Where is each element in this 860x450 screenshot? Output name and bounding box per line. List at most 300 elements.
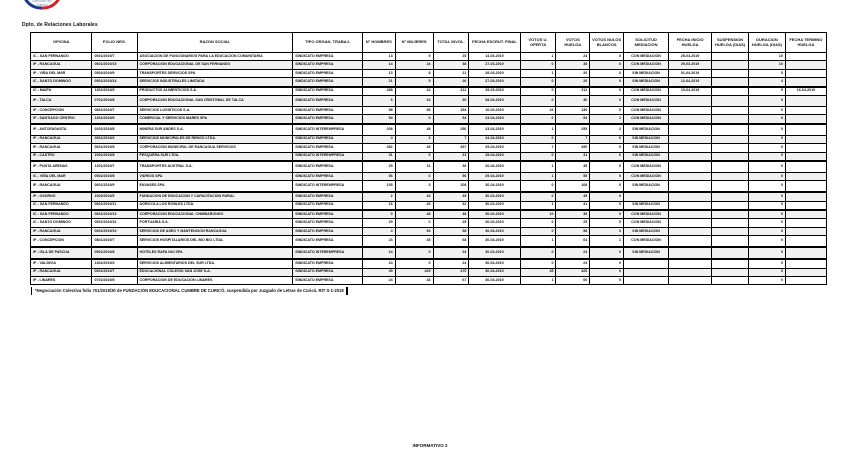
table-cell: 0 bbox=[520, 115, 556, 124]
table-cell: CON MEDIACION bbox=[624, 53, 669, 61]
table-cell: 3 bbox=[395, 135, 433, 143]
table-cell: SINDICATO EMPRESA bbox=[293, 161, 363, 173]
table-cell bbox=[669, 115, 712, 124]
table-cell: 470 bbox=[433, 268, 469, 276]
table-cell: 11 bbox=[395, 161, 433, 173]
table-cell: 0501/2019/16 bbox=[92, 219, 137, 227]
table-cell bbox=[669, 219, 712, 227]
table-row bbox=[31, 124, 827, 136]
table-cell: 1302/2019/3 bbox=[92, 87, 137, 96]
table-cell: TRANSPORTES AUSTRAL S.A. bbox=[137, 161, 293, 173]
table-cell: PORTUARIA S.A. bbox=[137, 219, 293, 227]
table-cell bbox=[785, 53, 826, 61]
table-cell: 7 bbox=[556, 135, 590, 143]
table-cell: ENVASES SPA bbox=[137, 181, 293, 193]
table-cell: 29-03-2019 bbox=[669, 61, 712, 69]
table-cell: 31 bbox=[433, 152, 469, 161]
table-cell: 43 bbox=[395, 277, 433, 285]
table-cell: 0 bbox=[749, 268, 786, 276]
table-cell: 0501/2019/14 bbox=[92, 78, 137, 87]
table-cell: 0 bbox=[749, 106, 786, 114]
table-cell: 25-04-2019 bbox=[469, 152, 520, 161]
table-cell bbox=[785, 69, 826, 77]
column-header: VOTOS U. OFERTA bbox=[520, 33, 556, 53]
table-cell: 0701/2019/8 bbox=[92, 95, 137, 106]
table-cell: IP - CONCEPCION bbox=[31, 236, 92, 248]
table-cell: 58 bbox=[433, 227, 469, 235]
table-cell: 1 bbox=[520, 236, 556, 248]
table-cell: 30-04-2019 bbox=[469, 236, 520, 248]
table-cell: 0 bbox=[749, 161, 786, 173]
table-cell: 31 bbox=[556, 152, 590, 161]
table-row bbox=[31, 106, 827, 114]
table-cell: 30-04-2019 bbox=[469, 192, 520, 201]
table-cell: ASOCIACIÓN DE FUNCIONARIOS PARA LA EDUCACION COMUNITARIA bbox=[137, 53, 293, 61]
table-cell bbox=[712, 259, 749, 268]
table-cell: SINDICATO EMPRESA bbox=[293, 144, 363, 152]
table-row bbox=[31, 192, 827, 201]
table-cell: 3 bbox=[395, 181, 433, 193]
table-cell: 0601/2019/11 bbox=[92, 201, 137, 210]
table-cell bbox=[712, 95, 749, 106]
table-cell: 0 bbox=[520, 227, 556, 235]
table-cell: 0 bbox=[590, 181, 624, 193]
table-cell: 30 bbox=[433, 95, 469, 106]
table-cell: MINERA SUR ANDES S.A. bbox=[137, 124, 293, 136]
table-cell bbox=[712, 106, 749, 114]
table-cell: SERVICIOS INDUSTRIALES LIMITADA bbox=[137, 78, 293, 87]
table-cell: 16-04-2019 bbox=[785, 87, 826, 96]
table-cell: 0 bbox=[520, 61, 556, 69]
table-cell: 154 bbox=[433, 106, 469, 114]
table-cell: 1 bbox=[520, 69, 556, 77]
table-cell: 0 bbox=[590, 247, 624, 259]
table-cell: SIN MEDIACION bbox=[624, 152, 669, 161]
table-cell: 10 bbox=[749, 53, 786, 61]
table-cell: 0 bbox=[749, 192, 786, 201]
table-cell: 35 bbox=[556, 161, 590, 173]
table-cell bbox=[669, 95, 712, 106]
table-cell: 30-04-2019 bbox=[469, 277, 520, 285]
table-cell: 25-04-2019 bbox=[469, 144, 520, 152]
page-footer: INFORMATIVO 2 bbox=[412, 443, 448, 448]
column-header: SUSPENSION HUELGA (DIAS) bbox=[712, 33, 749, 53]
table-cell bbox=[712, 87, 749, 96]
table-cell: 38 bbox=[556, 210, 590, 219]
table-cell: 0 bbox=[749, 172, 786, 180]
table-cell: 30-04-2019 bbox=[469, 201, 520, 210]
table-cell: TRANSPORTES SERVICIOS SPA bbox=[137, 69, 293, 77]
table-cell: 24 bbox=[395, 95, 433, 106]
table-cell: 58 bbox=[362, 106, 395, 114]
table-row bbox=[31, 53, 827, 61]
table-cell: 24 bbox=[556, 259, 590, 268]
table-cell: 24 bbox=[362, 247, 395, 259]
table-cell: 26 bbox=[433, 78, 469, 87]
table-cell: CORPORACION EDUCACIONAL DE SAN FERNANDO bbox=[137, 61, 293, 69]
table-cell: 1 bbox=[520, 277, 556, 285]
table-cell: 130 bbox=[556, 106, 590, 114]
table-cell: 1 bbox=[520, 201, 556, 210]
table-cell: 21 bbox=[362, 78, 395, 87]
column-header: VOTOS NULOS BLANCOS bbox=[590, 33, 624, 53]
table-cell bbox=[712, 236, 749, 248]
table-header-row bbox=[31, 33, 827, 53]
table-cell: SINDICATO EMPRESA bbox=[293, 115, 363, 124]
table-cell: 58 bbox=[556, 227, 590, 235]
column-header: FECHA INICIO HUELGA bbox=[669, 33, 712, 53]
table-cell: 0 bbox=[749, 144, 786, 152]
table-cell: 425 bbox=[395, 268, 433, 276]
table-row bbox=[31, 161, 827, 173]
table-cell: 5 bbox=[395, 78, 433, 87]
table-cell: 30 bbox=[556, 95, 590, 106]
column-header: SOLICITUD MEDIACION bbox=[624, 33, 669, 53]
table-cell: 1 bbox=[590, 115, 624, 124]
table-cell: 0 bbox=[590, 53, 624, 61]
table-cell: 0 bbox=[590, 144, 624, 152]
table-cell: IP - RANCAGUA bbox=[31, 135, 92, 143]
table-cell: 67 bbox=[433, 277, 469, 285]
table-cell: 0 bbox=[520, 152, 556, 161]
table-cell bbox=[785, 259, 826, 268]
table-cell bbox=[712, 192, 749, 201]
table-cell: 56 bbox=[362, 172, 395, 180]
table-cell: 54 bbox=[433, 115, 469, 124]
table-cell: 0 bbox=[749, 95, 786, 106]
table-cell: 30-04-2019 bbox=[469, 259, 520, 268]
table-cell bbox=[785, 227, 826, 235]
table-cell: 0 bbox=[749, 135, 786, 143]
table-row bbox=[31, 95, 827, 106]
table-cell bbox=[712, 152, 749, 161]
column-header: FECHA TERMINO HUELGA bbox=[785, 33, 826, 53]
table-cell: 45 bbox=[556, 192, 590, 201]
table-cell: 1 bbox=[590, 236, 624, 248]
table-row bbox=[31, 152, 827, 161]
table-cell: 25 bbox=[556, 219, 590, 227]
table-cell: 0 bbox=[749, 277, 786, 285]
table-cell: 0601/2019/13 bbox=[92, 210, 137, 219]
table-cell bbox=[785, 236, 826, 248]
table-cell: SINDICATO EMPRESA bbox=[293, 53, 363, 61]
table-cell: CON MEDIACION bbox=[624, 61, 669, 69]
table-cell: 24 bbox=[556, 247, 590, 259]
table-cell: IP - RANCAGUA bbox=[31, 144, 92, 152]
table-cell: 0 bbox=[749, 227, 786, 235]
table-cell: 23 bbox=[362, 236, 395, 248]
table-cell: 0 bbox=[590, 277, 624, 285]
table-cell: 28-03-2019 bbox=[469, 69, 520, 77]
table-cell: 10 bbox=[749, 61, 786, 69]
table-cell: 452 bbox=[362, 144, 395, 152]
table-cell bbox=[785, 210, 826, 219]
table-cell: 16 bbox=[362, 201, 395, 210]
table-cell: SERVICIOS ALIMENTARIOS DEL SUR LTDA. bbox=[137, 259, 293, 268]
table-cell: 45 bbox=[395, 236, 433, 248]
table-cell: IC - VIÑA DEL MAR bbox=[31, 172, 92, 180]
table-cell bbox=[785, 106, 826, 114]
table-cell: 7 bbox=[433, 135, 469, 143]
table-cell: EDUCACIONAL COLEGIO SAN JOSE S.A. bbox=[137, 268, 293, 276]
table-cell: 6 bbox=[362, 95, 395, 106]
table-cell: IC - MAIPU bbox=[31, 87, 92, 96]
table-cell: 42 bbox=[433, 201, 469, 210]
table-cell: 23-04-2019 bbox=[469, 115, 520, 124]
table-cell: SIN MEDIACION bbox=[624, 247, 669, 259]
table-row bbox=[31, 259, 827, 268]
column-header: N° HOMBRES bbox=[362, 33, 395, 53]
table-cell: 105 bbox=[362, 181, 395, 193]
table-cell bbox=[712, 181, 749, 193]
table-cell bbox=[624, 192, 669, 201]
table-cell: 68 bbox=[433, 236, 469, 248]
table-cell: SINDICATO EMPRESA bbox=[293, 87, 363, 96]
table-cell: 64 bbox=[556, 236, 590, 248]
table-cell: 1301/2019/6 bbox=[92, 115, 137, 124]
table-cell: 0 bbox=[749, 210, 786, 219]
table-cell: 24 bbox=[395, 87, 433, 96]
table-cell: 25 bbox=[433, 53, 469, 61]
table-cell: 1 bbox=[520, 172, 556, 180]
table-cell: SIN MEDIACION bbox=[624, 135, 669, 143]
table-cell: IP - VIÑA DEL MAR bbox=[31, 69, 92, 77]
table-cell: 0 bbox=[590, 210, 624, 219]
table-row bbox=[31, 219, 827, 227]
table-cell bbox=[669, 152, 712, 161]
table-cell: SINDICATO EMPRESA bbox=[293, 78, 363, 87]
table-cell: SERVICIOS HOSPITALARIOS DEL BIO BIO LTDA. bbox=[137, 236, 293, 248]
table-cell: 0 bbox=[590, 219, 624, 227]
table-cell: 0 bbox=[749, 219, 786, 227]
table-cell: SIN MEDIACION bbox=[624, 201, 669, 210]
table-cell: 0 bbox=[749, 124, 786, 136]
table-cell: 256 bbox=[433, 124, 469, 136]
table-cell: IP - RANCAGUA bbox=[31, 268, 92, 276]
table-cell: 54 bbox=[556, 115, 590, 124]
table-cell bbox=[712, 219, 749, 227]
table-row bbox=[31, 210, 827, 219]
column-header: N° MUJERES bbox=[395, 33, 433, 53]
table-cell: 01-04-2019 bbox=[669, 69, 712, 77]
table-cell: SINDICATO INTEREMPRESA bbox=[293, 152, 363, 161]
strikes-table bbox=[30, 32, 827, 285]
table-cell: 0 bbox=[520, 95, 556, 106]
table-cell: SINDICATO EMPRESA bbox=[293, 227, 363, 235]
table-cell: CON MEDIACION bbox=[624, 236, 669, 248]
table-cell: SINDICATO EMPRESA bbox=[293, 192, 363, 201]
table-cell bbox=[669, 259, 712, 268]
table-cell: SINDICATO INTEREMPRESA bbox=[293, 247, 363, 259]
table-cell: 38 bbox=[556, 61, 590, 69]
table-cell: 14-03-2019 bbox=[469, 53, 520, 61]
table-cell: 48 bbox=[395, 124, 433, 136]
table-cell: SERVICIOS MUNICIPALES DE RENGO LTDA. bbox=[137, 135, 293, 143]
table-cell: CORPORACION EDUCACIONAL SAN CRISTOBAL DE TALCA bbox=[137, 95, 293, 106]
table-cell: 23-04-2019 bbox=[469, 124, 520, 136]
table-cell: 48 bbox=[433, 210, 469, 219]
table-cell: 25-03-2019 bbox=[669, 53, 712, 61]
table-cell: SINDICATO EMPRESA bbox=[293, 61, 363, 69]
table-cell: 24 bbox=[362, 277, 395, 285]
table-cell: 24 bbox=[395, 61, 433, 69]
column-header: VOTOS HUELGA bbox=[556, 33, 590, 53]
table-cell: 45 bbox=[395, 144, 433, 152]
table-cell bbox=[669, 227, 712, 235]
table-cell: 0 bbox=[520, 181, 556, 193]
table-cell: 30-04-2019 bbox=[469, 268, 520, 276]
table-cell: 1001/2019/8 bbox=[92, 152, 137, 161]
table-cell: IC - SAN FERNANDO bbox=[31, 201, 92, 210]
table-cell: 0 bbox=[395, 247, 433, 259]
table-cell: 0 bbox=[590, 135, 624, 143]
table-cell: SINDICATO EMPRESA bbox=[293, 268, 363, 276]
table-cell bbox=[624, 268, 669, 276]
table-cell: IP - LINARES bbox=[31, 277, 92, 285]
table-cell: IC - SANTO DOMINGO bbox=[31, 78, 92, 87]
column-header: DURACION HUELGA (DIAS) bbox=[749, 33, 786, 53]
footnote: *Negociación Colectiva folio 701/2019/30 de FUNDACIÓN EDUCACIONAL CUMBRE DE CURICÓ, suspendida por Juzgado de Letras de Curicó, RIT S-1-2019 bbox=[31, 287, 348, 295]
table-cell: SINDICATO EMPRESA bbox=[293, 135, 363, 143]
table-cell bbox=[669, 124, 712, 136]
table-cell bbox=[669, 106, 712, 114]
table-cell: 288 bbox=[362, 87, 395, 96]
table-cell: IP - ISLA DE PASCUA bbox=[31, 247, 92, 259]
table-cell: 26-04-2019 bbox=[469, 161, 520, 173]
table-cell: 66 bbox=[556, 277, 590, 285]
table-cell: 30-04-2019 bbox=[469, 219, 520, 227]
table-cell bbox=[712, 115, 749, 124]
table-cell: 0 bbox=[395, 115, 433, 124]
table-cell bbox=[785, 277, 826, 285]
table-cell: SIN MEDIACION bbox=[624, 78, 669, 87]
table-cell bbox=[624, 259, 669, 268]
table-cell bbox=[712, 124, 749, 136]
table-cell bbox=[669, 172, 712, 180]
table-cell: SINDICATO EMPRESA bbox=[293, 172, 363, 180]
table-cell: 24 bbox=[556, 53, 590, 61]
table-cell: 24 bbox=[433, 247, 469, 259]
table-cell: 20 bbox=[556, 69, 590, 77]
table-cell bbox=[712, 78, 749, 87]
table-cell: 0 bbox=[395, 219, 433, 227]
table-cell: SIN MEDIACION bbox=[624, 69, 669, 77]
table-cell: 13 bbox=[362, 53, 395, 61]
table-cell bbox=[785, 247, 826, 259]
table-cell: 24-04-2019 bbox=[469, 135, 520, 143]
table-cell: 36 bbox=[433, 161, 469, 173]
table-cell: 0 bbox=[590, 87, 624, 96]
table-cell bbox=[785, 144, 826, 152]
table-cell: IC - SAN FERNANDO bbox=[31, 53, 92, 61]
table-cell: SIN MEDIACION bbox=[624, 144, 669, 152]
table-cell: 24 bbox=[520, 106, 556, 114]
table-cell bbox=[785, 181, 826, 193]
table-cell bbox=[669, 210, 712, 219]
column-header: TOTAL INVOL. bbox=[433, 33, 469, 53]
table-cell: 27-03-2019 bbox=[469, 78, 520, 87]
table-cell: 108 bbox=[556, 181, 590, 193]
table-cell: 27-03-2019 bbox=[469, 61, 520, 69]
table-cell bbox=[712, 61, 749, 69]
table-cell: 5 bbox=[749, 87, 786, 96]
table-cell: 0 bbox=[395, 172, 433, 180]
table-cell: SINDICATO EMPRESA bbox=[293, 236, 363, 248]
table-cell: 0 bbox=[590, 106, 624, 114]
table-cell bbox=[785, 61, 826, 69]
table-cell: CON MEDIACION bbox=[624, 95, 669, 106]
table-cell: 54 bbox=[395, 227, 433, 235]
table-row bbox=[31, 69, 827, 77]
table-cell: SINDICATO EMPRESA bbox=[293, 277, 363, 285]
table-cell: 0502/2019/9 bbox=[92, 69, 137, 77]
table-cell: 0 bbox=[520, 259, 556, 268]
table-cell bbox=[669, 181, 712, 193]
table-cell: 0702/2019/8 bbox=[92, 277, 137, 285]
table-cell bbox=[785, 201, 826, 210]
table-cell: FUNDACION DE EDUCACION Y CAPACITACION RURAL bbox=[137, 192, 293, 201]
table-cell: SINDICATO EMPRESA bbox=[293, 69, 363, 77]
table-cell: 1 bbox=[520, 161, 556, 173]
table-cell: 31 bbox=[362, 152, 395, 161]
table-cell bbox=[785, 78, 826, 87]
table-cell bbox=[712, 277, 749, 285]
table-cell: 7 bbox=[520, 144, 556, 152]
table-row bbox=[31, 236, 827, 248]
table-cell: 255 bbox=[556, 124, 590, 136]
table-cell: 4 bbox=[362, 135, 395, 143]
table-cell: 24 bbox=[433, 259, 469, 268]
table-cell: 0 bbox=[590, 201, 624, 210]
table-cell: CORPORACION DE EDUCACION LINARES bbox=[137, 277, 293, 285]
table-cell: 24 bbox=[362, 259, 395, 268]
table-cell: 1401/2019/4 bbox=[92, 259, 137, 268]
table-cell: SINDICATO EMPRESA bbox=[293, 210, 363, 219]
department-subtitle: Dpto. de Relaciones Laborales bbox=[22, 22, 98, 28]
table-cell: 45 bbox=[362, 268, 395, 276]
table-cell: 26 bbox=[556, 78, 590, 87]
table-cell: 1201/2019/7 bbox=[92, 161, 137, 173]
table-cell: 312 bbox=[556, 87, 590, 96]
table-cell: IC - SANTO DOMINGO bbox=[31, 219, 92, 227]
table-cell bbox=[785, 135, 826, 143]
table-cell: IC - SAN FERNANDO bbox=[31, 210, 92, 219]
table-cell: SINDICATO INTEREMPRESA bbox=[293, 124, 363, 136]
table-cell bbox=[712, 53, 749, 61]
table-row bbox=[31, 144, 827, 152]
table-cell: 2 bbox=[590, 124, 624, 136]
table-cell: 5 bbox=[749, 69, 786, 77]
table-cell: IP - VALDIVIA bbox=[31, 259, 92, 268]
table-cell: 0 bbox=[362, 210, 395, 219]
table-cell: 0 bbox=[590, 69, 624, 77]
table-cell: 0 bbox=[590, 61, 624, 69]
table-cell bbox=[785, 219, 826, 227]
table-cell bbox=[712, 144, 749, 152]
table-cell bbox=[712, 201, 749, 210]
table-cell: IP - CONCEPCION bbox=[31, 106, 92, 114]
column-header: FECHA ESCRUT. FINAL bbox=[469, 33, 520, 53]
table-cell: 41 bbox=[556, 201, 590, 210]
table-cell bbox=[785, 161, 826, 173]
table-row bbox=[31, 78, 827, 87]
table-cell: 0 bbox=[749, 181, 786, 193]
table-cell: 10-04-2019 bbox=[469, 106, 520, 114]
table-cell: VIDRIOS SPA bbox=[137, 172, 293, 180]
table-cell: IP - TALCA bbox=[31, 95, 92, 106]
table-cell: 1003/2019/5 bbox=[92, 192, 137, 201]
table-cell: 108 bbox=[433, 181, 469, 193]
